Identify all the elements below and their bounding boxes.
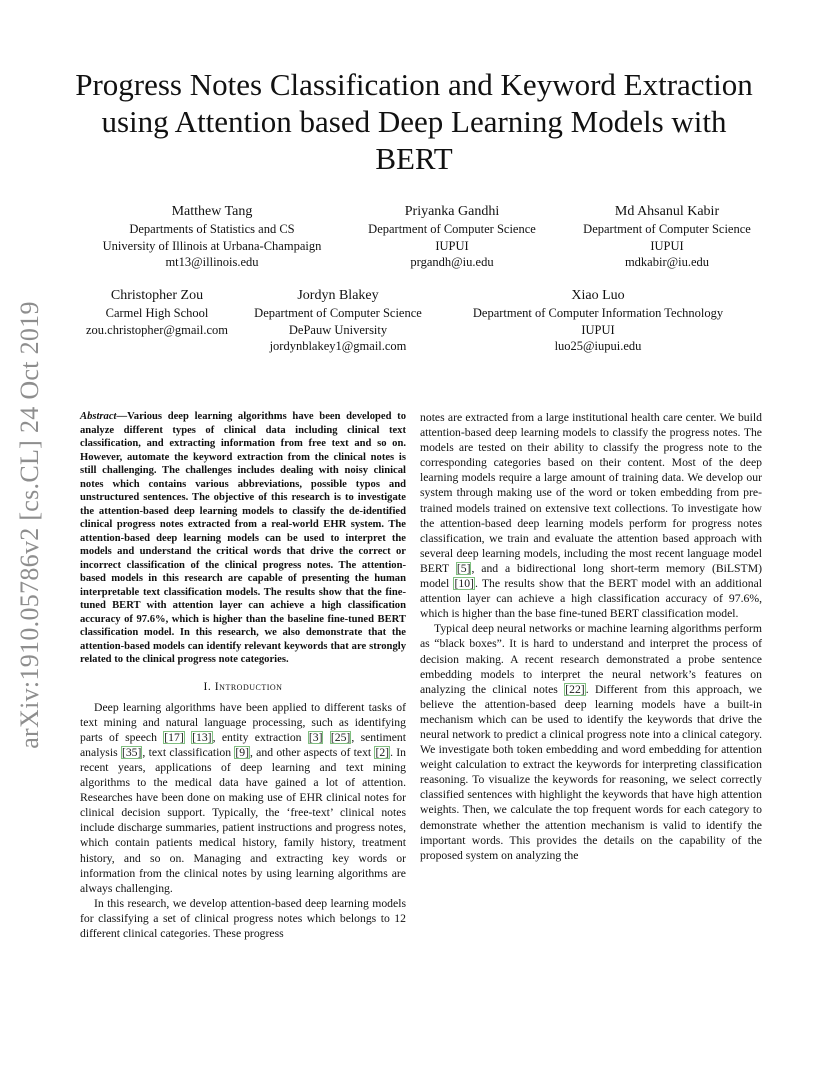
section-title: Introduction <box>214 679 283 693</box>
arxiv-identifier: arXiv:1910.05786v2 [cs.CL] 24 Oct 2019 <box>15 301 44 749</box>
text-run: , and other aspects of text <box>249 745 375 759</box>
text-run: Typical deep neural networks or machine learning algorithms perform as “black boxes”. It is hard to understand and interpret the process of decision making. A recent research demonstrated a probe sentence embedding models to interpret the neural network’s features on analyzing the clinical notes <box>420 622 762 696</box>
author-block <box>446 286 750 355</box>
citation-link[interactable]: [35] <box>121 745 142 759</box>
citation-link[interactable]: [3] <box>308 730 323 744</box>
author-affiliation: University of Illinois at Urbana-Champaign <box>102 238 322 253</box>
author-name: Md Ahsanul Kabir <box>614 204 720 219</box>
paper-title: Progress Notes Classification and Keyword Extraction using Attention based Deep Learning Models with BERT <box>75 67 753 176</box>
author-email: jordynblakey1@gmail.com <box>269 339 407 353</box>
author-email: mdkabir@iu.edu <box>624 255 710 269</box>
author-affiliation: Department of Computer Science <box>254 306 422 320</box>
author-name: Jordyn Blakey <box>297 288 379 303</box>
author-block <box>80 202 344 271</box>
text-run: . In recent years, applications of deep learning and text mining algorithms to the medical data have gained a lot of attention. Researches have been done on making use of EHR clinical notes for clinical decision support. Typically, the ‘free-text’ clinical notes include discharge summaries, patient instructions and progress notes, which contain patients medical history, family history, treatment history, and so on. Managing and extracting key words or information from the clinical notes by using learning algorithms are always challenging. <box>80 745 407 895</box>
citation-link[interactable]: [13] <box>192 730 212 744</box>
citation-link[interactable]: [22] <box>565 682 585 696</box>
text-run: , entity extraction <box>212 730 308 744</box>
text-run: , sentiment analysis <box>80 730 407 759</box>
author-affiliation: Department of Computer Information Technology <box>472 306 724 320</box>
author-name: Christopher Zou <box>110 288 204 303</box>
abstract <box>80 410 406 667</box>
arxiv-watermark <box>8 290 52 760</box>
author-name: Priyanka Gandhi <box>404 204 500 219</box>
intro-paragraph-2: In this research, we develop attention-based deep learning models for classifying a set of clinical progress notes which belongs to 12 different clinical categories. These progress <box>80 896 406 940</box>
author-name: Matthew Tang <box>171 204 253 219</box>
text-run: . Different from this approach, we believe the attention-based deep learning models have a built-in mechanism which can be used to identify the keywords that drive the neural network to predict a clinical progress note into a clinical category. We investigate both token embedding and word embedding for attention weight calculation to extract the keywords for interpreting classification reasoning. To visualize the keywords for reasoning, we select correctly classified sentences with highlight the keywords that have high attention weights. Then, we calculate the top frequent words for each category to demonstrate whether the attention mechanism is valid to identify the important words. This provides the details on the capability of the proposed system on analyzing the <box>420 682 762 862</box>
author-block <box>344 202 560 271</box>
author-email: prgandh@iu.edu <box>410 255 494 269</box>
author-block <box>54 286 260 338</box>
text-run: notes are extracted from a large institutional health care center. We build attention-based deep learning models to classify the progress notes. The models are tested on their ability to classify the progress note to the corresponding categories based on their content. Most of the deep learning models require a large amount of training data. We develop our system through making use of the word or token embedding from pre-trained models trained on extensive text collections. To investigate how the attention-based deep learning models perform for progress notes classification, we train and evaluate the attention based approach with several deep learning models, including the most recent language model BERT <box>420 411 762 575</box>
text-run: Deep learning algorithms have been applied to different tasks of text mining and natural language processing, such as identifying parts of speech <box>80 700 406 744</box>
right-column <box>420 410 762 863</box>
citation-link[interactable]: [25] <box>330 730 351 744</box>
author-email: luo25@iupui.edu <box>554 339 642 353</box>
author-name: Xiao Luo <box>571 288 625 303</box>
citation-link[interactable]: [9] <box>235 745 249 759</box>
author-affiliation: Departments of Statistics and CS <box>129 222 295 236</box>
author-affiliation: DePauw University <box>288 322 388 337</box>
citation-link[interactable]: [5] <box>456 561 471 575</box>
intro-paragraph-3 <box>420 621 762 863</box>
abstract-dash: — <box>116 411 128 422</box>
author-affiliation: Carmel High School <box>105 306 209 320</box>
author-email: zou.christopher@gmail.com <box>85 322 229 337</box>
citation-link[interactable]: [10] <box>454 577 474 591</box>
intro-paragraph-2-continued <box>420 410 762 621</box>
author-affiliation: IUPUI <box>581 322 615 337</box>
author-email: mt13@illinois.edu <box>165 255 259 269</box>
citation-link[interactable]: [2] <box>375 745 390 759</box>
author-affiliation: Department of Computer Science <box>368 222 536 236</box>
text-run: . The results show that the BERT model with an additional attention layer can achieve a high classification accuracy of 97.6%, which is higher than the base fine-tuned BERT classification model. <box>420 577 763 621</box>
abstract-label: Abstract <box>80 411 117 422</box>
author-affiliation: Department of Computer Science <box>583 222 751 236</box>
citation-link[interactable]: [17] <box>164 730 184 744</box>
section-heading <box>80 679 406 694</box>
text-run: , text classification <box>142 745 235 759</box>
author-block <box>560 202 774 271</box>
section-number: I. <box>203 679 212 693</box>
left-column <box>80 410 406 941</box>
intro-paragraph-1 <box>80 700 406 896</box>
author-block <box>240 286 436 355</box>
author-affiliation: IUPUI <box>650 238 684 253</box>
text-run: , and a bidirectional long short-term memory (BiLSTM) model <box>420 561 762 591</box>
abstract-text: Various deep learning algorithms have been developed to analyze different types of clinical data including clinical text classification, and extracting information from free text and so on. However, automate the keyword extraction from the clinical notes is still challenging. The challenges includes dealing with noisy clinical notes which contains various abbreviations, possible typos and unstructured sentences. The objective of this research is to investigate the attention-based deep learning models to classify the de-identified clinical progress notes extracted from a real-world EHR system. The attention-based deep learning models can be used to interpret the models and understand the critical words that drive the correct or incorrect classification of the clinical progress notes. The attention-based models in this research are capable of presenting the human interpretable text classification models. The results show that the fine-tuned BERT with attention layer can achieve a high classification accuracy of 97.6%, which is higher than the baseline fine-tuned BERT classification model. In this research, we also demonstrate that the attention-based models can identify relevant keywords that are strongly related to the clinical progress note categories. <box>80 411 406 665</box>
author-affiliation: IUPUI <box>435 238 469 253</box>
